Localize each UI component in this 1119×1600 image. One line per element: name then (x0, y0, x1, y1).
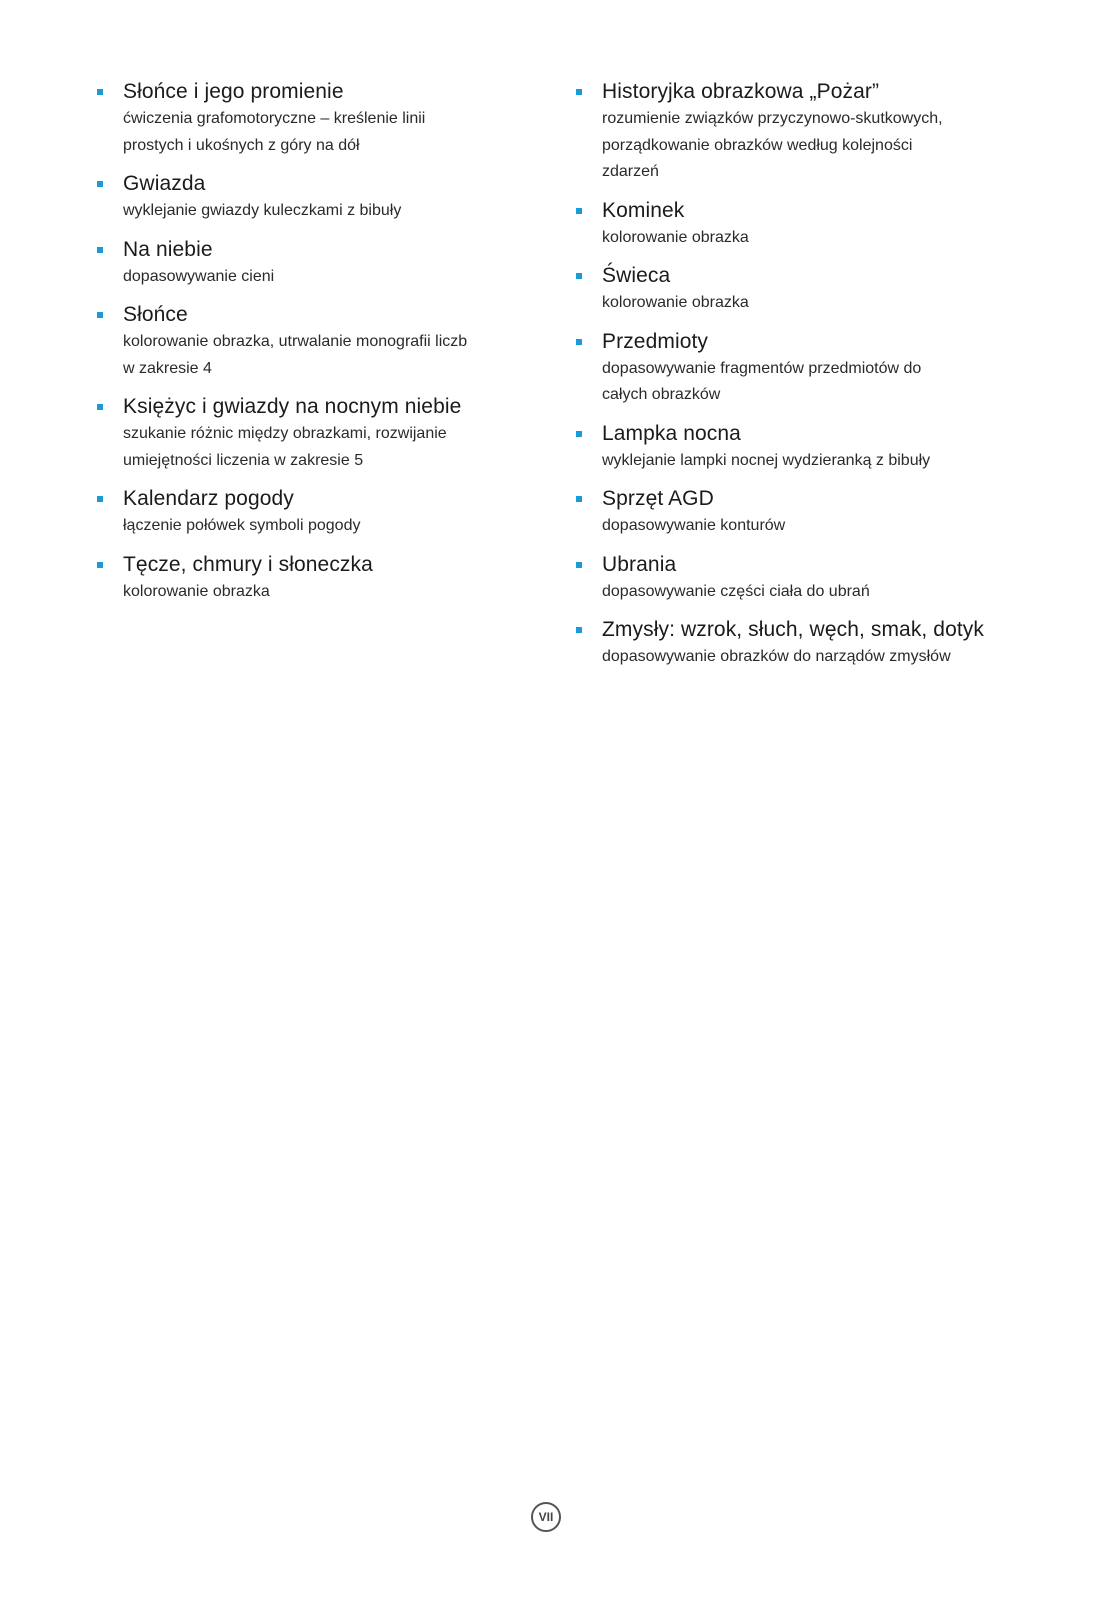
item-description: rozumienie związków przyczynowo-skutkowych, porządkowanie obrazków według kolejności zdarzeń (602, 110, 943, 180)
item-title: Ubrania (602, 552, 677, 576)
item-title: Lampka nocna (602, 421, 741, 445)
list-item (575, 78, 1025, 186)
item-description: dopasowywanie fragmentów przedmiotów do całych obrazków (602, 359, 922, 403)
item-title: Świeca (602, 264, 671, 287)
list-item (575, 551, 1025, 606)
bullet-square-icon (576, 273, 582, 279)
list-item (96, 485, 546, 540)
item-description: dopasowywanie części ciała do ubrań (602, 582, 870, 600)
bullet-square-icon (576, 496, 582, 502)
item-description: kolorowanie obrazka (123, 582, 270, 600)
item-title: Księżyc i gwiazdy na nocnym niebie (123, 395, 462, 418)
item-description: dopasowywanie cieni (123, 267, 275, 285)
list-item (96, 236, 546, 291)
item-title: Historyjka obrazkowa „Pożar” (602, 80, 880, 103)
page-number: VII (531, 1502, 561, 1532)
bullet-square-icon (576, 89, 582, 95)
item-description: kolorowanie obrazka (602, 228, 749, 246)
item-description: kolorowanie obrazka (602, 294, 749, 311)
bullet-square-icon (576, 208, 582, 214)
item-title: Tęcze, chmury i słoneczka (123, 552, 373, 576)
item-title: Sprzęt AGD (602, 487, 714, 510)
item-title: Kominek (602, 198, 685, 222)
item-description: szukanie różnic między obrazkami, rozwijanie umiejętności liczenia w zakresie 5 (123, 425, 447, 469)
list-item (96, 393, 546, 474)
list-item (575, 420, 1025, 475)
bullet-square-icon (97, 181, 103, 187)
item-description: dopasowywanie obrazków do narządów zmysłów (602, 648, 951, 665)
list-item (96, 78, 546, 159)
item-description: kolorowanie obrazka, utrwalanie monografii liczb w zakresie 4 (123, 333, 468, 377)
bullet-square-icon (97, 404, 103, 410)
item-description: dopasowywanie konturów (602, 517, 786, 534)
item-title: Zmysły: wzrok, słuch, węch, smak, dotyk (602, 618, 984, 641)
bullet-square-icon (576, 339, 582, 345)
bullet-square-icon (97, 496, 103, 502)
item-description: wyklejanie lampki nocnej wydzieranką z bibuły (602, 451, 931, 469)
item-description: łączenie połówek symboli pogody (123, 517, 361, 534)
item-title: Słońce i jego promienie (123, 80, 344, 103)
right-column-list (575, 78, 1025, 682)
list-item (575, 328, 1025, 409)
item-title: Przedmioty (602, 329, 709, 353)
list-item (96, 170, 546, 225)
item-description: ćwiczenia grafomotoryczne – kreślenie linii prostych i ukośnych z góry na dół (123, 110, 426, 154)
list-item (575, 262, 1025, 317)
item-title: Gwiazda (123, 172, 206, 195)
bullet-square-icon (576, 562, 582, 568)
list-item (96, 551, 546, 606)
bullet-square-icon (97, 562, 103, 568)
left-column-list (96, 78, 546, 616)
bullet-square-icon (97, 247, 103, 253)
list-item (575, 485, 1025, 540)
list-item (575, 616, 1025, 671)
list-item (96, 301, 546, 382)
bullet-square-icon (97, 89, 103, 95)
bullet-square-icon (97, 312, 103, 318)
item-title: Kalendarz pogody (123, 487, 294, 510)
item-title: Słońce (123, 303, 188, 326)
list-item (575, 197, 1025, 252)
item-description: wyklejanie gwiazdy kuleczkami z bibuły (123, 202, 402, 219)
item-title: Na niebie (123, 237, 213, 261)
bullet-square-icon (576, 431, 582, 437)
bullet-square-icon (576, 627, 582, 633)
